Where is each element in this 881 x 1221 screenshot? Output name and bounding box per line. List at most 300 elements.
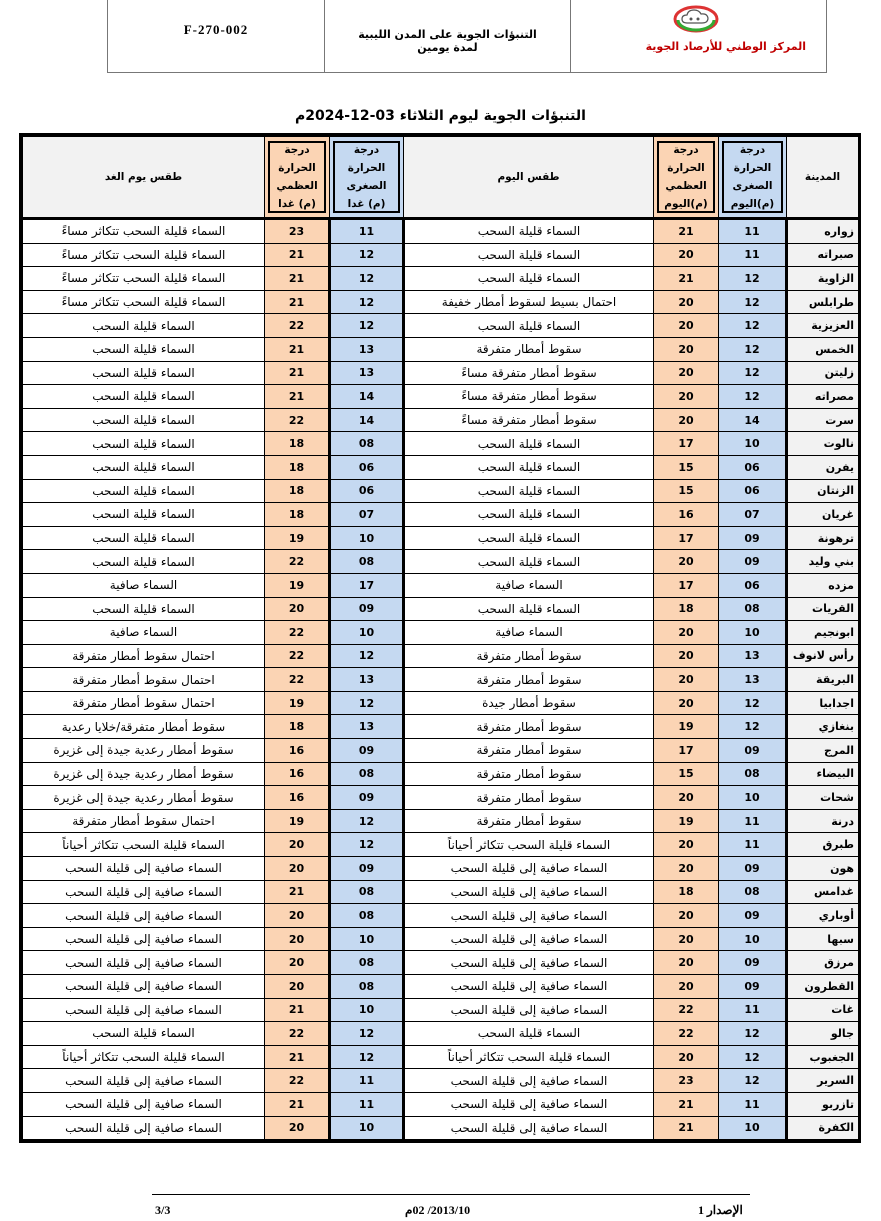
cell-weather-today: السماء صافية إلى قليلة السحب — [404, 857, 654, 881]
cell-max-today: 20 — [654, 644, 719, 668]
header-min-tomorrow: درجة الحرارة الصغرى (م) غدا — [330, 137, 404, 219]
cell-min-today: 11 — [719, 1092, 787, 1116]
cell-max-tomorrow: 21 — [265, 880, 330, 904]
cell-city: شحات — [787, 786, 859, 810]
cell-min-today: 14 — [719, 408, 787, 432]
cell-weather-tomorrow: السماء قليلة السحب — [23, 408, 265, 432]
cell-weather-tomorrow: السماء صافية إلى قليلة السحب — [23, 998, 265, 1022]
cell-max-today: 20 — [654, 385, 719, 409]
document-title-line1: التنبؤات الجوية على المدن الليبية — [358, 28, 537, 41]
cell-max-today: 20 — [654, 337, 719, 361]
header-weather-today: طقس اليوم — [404, 137, 654, 219]
cell-city: طرابلس — [787, 290, 859, 314]
cell-max-today: 18 — [654, 597, 719, 621]
cell-max-tomorrow: 20 — [265, 975, 330, 999]
table-row — [23, 550, 859, 574]
table-row — [23, 904, 859, 928]
cell-weather-tomorrow: السماء قليلة السحب تتكاثر أحياناً — [23, 1045, 265, 1069]
cell-max-today: 19 — [654, 809, 719, 833]
cell-city: مرزق — [787, 951, 859, 975]
cell-min-today: 12 — [719, 1022, 787, 1046]
cell-city: طبرق — [787, 833, 859, 857]
cell-min-today: 11 — [719, 243, 787, 267]
cell-min-today: 08 — [719, 762, 787, 786]
cell-min-tomorrow: 14 — [330, 408, 404, 432]
cell-weather-tomorrow: احتمال سقوط أمطار متفرقة — [23, 644, 265, 668]
cell-weather-tomorrow: السماء صافية إلى قليلة السحب — [23, 904, 265, 928]
forecast-table — [19, 133, 861, 1143]
table-row — [23, 975, 859, 999]
cell-max-tomorrow: 23 — [265, 219, 330, 244]
organization-block — [570, 0, 826, 72]
cell-weather-today: السماء قليلة السحب — [404, 432, 654, 456]
cell-weather-today: سقوط أمطار متفرقة — [404, 644, 654, 668]
cell-weather-tomorrow: السماء صافية إلى قليلة السحب — [23, 927, 265, 951]
cell-max-today: 16 — [654, 503, 719, 527]
table-row — [23, 361, 859, 385]
cell-max-today: 20 — [654, 833, 719, 857]
cell-max-today: 15 — [654, 762, 719, 786]
cell-min-tomorrow: 12 — [330, 290, 404, 314]
cell-weather-today: السماء قليلة السحب — [404, 503, 654, 527]
cell-city: غدامس — [787, 880, 859, 904]
cell-weather-tomorrow: السماء قليلة السحب تتكاثر مساءً — [23, 267, 265, 291]
cell-city: زليتن — [787, 361, 859, 385]
cell-min-today: 12 — [719, 691, 787, 715]
table-row — [23, 1116, 859, 1140]
cell-min-tomorrow: 10 — [330, 1116, 404, 1140]
table-row — [23, 290, 859, 314]
cell-city: سبها — [787, 927, 859, 951]
table-row — [23, 621, 859, 645]
cell-weather-tomorrow: السماء قليلة السحب — [23, 550, 265, 574]
cell-weather-tomorrow: السماء صافية إلى قليلة السحب — [23, 857, 265, 881]
cell-city: الزنتان — [787, 479, 859, 503]
cell-weather-tomorrow: السماء صافية إلى قليلة السحب — [23, 1092, 265, 1116]
cell-min-tomorrow: 07 — [330, 503, 404, 527]
cell-max-today: 20 — [654, 408, 719, 432]
table-row — [23, 408, 859, 432]
cell-city: صبراته — [787, 243, 859, 267]
cell-weather-today: سقوط أمطار متفرقة — [404, 809, 654, 833]
cell-max-tomorrow: 18 — [265, 455, 330, 479]
cell-max-today: 20 — [654, 857, 719, 881]
table-row — [23, 1092, 859, 1116]
cell-max-tomorrow: 16 — [265, 786, 330, 810]
cell-min-today: 06 — [719, 573, 787, 597]
cell-city: سرت — [787, 408, 859, 432]
table-row — [23, 762, 859, 786]
cell-max-tomorrow: 19 — [265, 809, 330, 833]
cell-min-tomorrow: 17 — [330, 573, 404, 597]
header-city: المدينة — [787, 137, 859, 219]
table-row — [23, 243, 859, 267]
cell-max-tomorrow: 22 — [265, 314, 330, 338]
cell-weather-tomorrow: السماء قليلة السحب — [23, 526, 265, 550]
cell-weather-today: سقوط أمطار متفرقة مساءً — [404, 361, 654, 385]
table-row — [23, 857, 859, 881]
cell-min-today: 10 — [719, 432, 787, 456]
cell-city: غريان — [787, 503, 859, 527]
cell-min-tomorrow: 11 — [330, 1069, 404, 1093]
cell-min-today: 11 — [719, 219, 787, 244]
cell-min-tomorrow: 12 — [330, 691, 404, 715]
cell-weather-today: السماء صافية إلى قليلة السحب — [404, 927, 654, 951]
cell-city: البيضاء — [787, 762, 859, 786]
cell-city: بني وليد — [787, 550, 859, 574]
cell-min-today: 12 — [719, 267, 787, 291]
cell-max-tomorrow: 21 — [265, 267, 330, 291]
cell-max-tomorrow: 18 — [265, 715, 330, 739]
cell-weather-tomorrow: السماء قليلة السحب تتكاثر أحياناً — [23, 833, 265, 857]
cell-max-tomorrow: 21 — [265, 1092, 330, 1116]
cell-min-tomorrow: 06 — [330, 455, 404, 479]
cell-city: اجدابيا — [787, 691, 859, 715]
table-row — [23, 479, 859, 503]
cell-max-today: 15 — [654, 479, 719, 503]
cell-max-today: 21 — [654, 1092, 719, 1116]
cell-min-tomorrow: 12 — [330, 809, 404, 833]
cell-min-tomorrow: 08 — [330, 951, 404, 975]
cell-max-today: 20 — [654, 927, 719, 951]
cell-max-tomorrow: 20 — [265, 927, 330, 951]
cell-weather-tomorrow: السماء صافية إلى قليلة السحب — [23, 880, 265, 904]
cell-weather-tomorrow: سقوط أمطار متفرقة/خلايا رعدية — [23, 715, 265, 739]
cell-city: غات — [787, 998, 859, 1022]
cell-weather-tomorrow: السماء صافية إلى قليلة السحب — [23, 975, 265, 999]
cell-city: مصراته — [787, 385, 859, 409]
cell-weather-today: سقوط أمطار متفرقة — [404, 337, 654, 361]
cell-max-tomorrow: 22 — [265, 1069, 330, 1093]
cell-max-today: 23 — [654, 1069, 719, 1093]
cell-city: نالوت — [787, 432, 859, 456]
cell-max-today: 18 — [654, 880, 719, 904]
cell-city: تازربو — [787, 1092, 859, 1116]
cell-min-today: 09 — [719, 975, 787, 999]
cell-weather-tomorrow: السماء قليلة السحب تتكاثر مساءً — [23, 219, 265, 244]
cell-max-today: 20 — [654, 621, 719, 645]
cell-min-tomorrow: 13 — [330, 337, 404, 361]
table-row — [23, 691, 859, 715]
cell-min-tomorrow: 08 — [330, 550, 404, 574]
cell-max-tomorrow: 22 — [265, 550, 330, 574]
table-row — [23, 385, 859, 409]
cell-min-today: 09 — [719, 904, 787, 928]
table-row — [23, 809, 859, 833]
cell-min-today: 12 — [719, 715, 787, 739]
cell-city: الجغبوب — [787, 1045, 859, 1069]
cell-max-today: 20 — [654, 290, 719, 314]
cell-max-today: 20 — [654, 1045, 719, 1069]
cell-max-tomorrow: 20 — [265, 597, 330, 621]
cell-max-tomorrow: 16 — [265, 739, 330, 763]
cell-min-today: 11 — [719, 809, 787, 833]
cell-min-tomorrow: 11 — [330, 219, 404, 244]
cell-max-tomorrow: 21 — [265, 243, 330, 267]
cell-max-today: 17 — [654, 526, 719, 550]
cell-max-today: 20 — [654, 975, 719, 999]
table-row — [23, 998, 859, 1022]
table-row — [23, 880, 859, 904]
cell-weather-tomorrow: السماء قليلة السحب — [23, 479, 265, 503]
cell-max-tomorrow: 22 — [265, 668, 330, 692]
table-row — [23, 739, 859, 763]
cell-max-tomorrow: 22 — [265, 644, 330, 668]
cell-min-today: 08 — [719, 880, 787, 904]
cell-weather-today: السماء قليلة السحب تتكاثر أحياناً — [404, 833, 654, 857]
table-row — [23, 597, 859, 621]
cell-min-today: 12 — [719, 290, 787, 314]
cell-weather-today: سقوط أمطار متفرقة — [404, 739, 654, 763]
cell-max-tomorrow: 21 — [265, 361, 330, 385]
cell-weather-today: السماء صافية إلى قليلة السحب — [404, 904, 654, 928]
cell-weather-today: السماء قليلة السحب — [404, 243, 654, 267]
document-code: F-270-002 — [183, 22, 249, 37]
table-row — [23, 1069, 859, 1093]
cell-city: أوباري — [787, 904, 859, 928]
cell-max-tomorrow: 19 — [265, 691, 330, 715]
cell-max-tomorrow: 20 — [265, 951, 330, 975]
cell-max-today: 22 — [654, 998, 719, 1022]
cell-min-today: 12 — [719, 314, 787, 338]
cell-min-tomorrow: 13 — [330, 668, 404, 692]
cell-weather-today: سقوط أمطار متفرقة مساءً — [404, 385, 654, 409]
edition-label: الإصدار 1 — [698, 1203, 743, 1217]
cell-min-today: 12 — [719, 1045, 787, 1069]
cell-weather-tomorrow: السماء قليلة السحب — [23, 314, 265, 338]
document-title-line2: لمدة يومين — [417, 41, 478, 54]
table-row — [23, 1022, 859, 1046]
cell-weather-today: السماء قليلة السحب — [404, 267, 654, 291]
table-row — [23, 927, 859, 951]
cell-weather-tomorrow: احتمال سقوط أمطار متفرقة — [23, 668, 265, 692]
cell-max-today: 17 — [654, 432, 719, 456]
cell-min-tomorrow: 12 — [330, 243, 404, 267]
table-row — [23, 337, 859, 361]
cell-min-tomorrow: 13 — [330, 361, 404, 385]
cell-city: الخمس — [787, 337, 859, 361]
table-header-row — [23, 137, 859, 219]
cell-weather-today: السماء صافية إلى قليلة السحب — [404, 975, 654, 999]
cell-min-today: 08 — [719, 597, 787, 621]
cell-weather-tomorrow: السماء قليلة السحب — [23, 455, 265, 479]
cell-city: السرير — [787, 1069, 859, 1093]
cell-city: العزيزية — [787, 314, 859, 338]
cell-min-tomorrow: 08 — [330, 880, 404, 904]
cell-min-today: 13 — [719, 644, 787, 668]
cell-min-tomorrow: 12 — [330, 644, 404, 668]
table-row — [23, 455, 859, 479]
cell-city: يفرن — [787, 455, 859, 479]
cell-max-today: 20 — [654, 691, 719, 715]
cell-min-today: 12 — [719, 385, 787, 409]
table-row — [23, 432, 859, 456]
cell-min-tomorrow: 09 — [330, 857, 404, 881]
cell-weather-today: السماء قليلة السحب — [404, 455, 654, 479]
cell-max-tomorrow: 21 — [265, 998, 330, 1022]
header-max-tomorrow: درجة الحرارة العظمي (م) غدا — [265, 137, 330, 219]
organization-name: المركز الوطني للأرصاد الجوية — [645, 40, 806, 53]
cell-city: البريقة — [787, 668, 859, 692]
cell-min-tomorrow: 08 — [330, 975, 404, 999]
cell-max-today: 20 — [654, 668, 719, 692]
cell-weather-today: السماء قليلة السحب — [404, 219, 654, 244]
cell-min-tomorrow: 12 — [330, 1022, 404, 1046]
table-row — [23, 644, 859, 668]
cell-max-tomorrow: 22 — [265, 1022, 330, 1046]
cell-city: جالو — [787, 1022, 859, 1046]
cell-weather-tomorrow: احتمال سقوط أمطار متفرقة — [23, 691, 265, 715]
cell-min-tomorrow: 09 — [330, 786, 404, 810]
cell-weather-tomorrow: السماء قليلة السحب تتكاثر مساءً — [23, 243, 265, 267]
cell-weather-tomorrow: السماء صافية إلى قليلة السحب — [23, 1069, 265, 1093]
cell-max-tomorrow: 22 — [265, 408, 330, 432]
cell-min-today: 10 — [719, 786, 787, 810]
cell-weather-today: سقوط أمطار متفرقة — [404, 668, 654, 692]
cell-weather-today: السماء قليلة السحب — [404, 550, 654, 574]
table-row — [23, 668, 859, 692]
cell-weather-tomorrow: السماء قليلة السحب — [23, 1022, 265, 1046]
cell-weather-tomorrow: السماء قليلة السحب — [23, 432, 265, 456]
cell-weather-today: السماء قليلة السحب — [404, 526, 654, 550]
page-title: التنبؤات الجوية ليوم الثلاثاء 03-12-2024م — [295, 108, 586, 124]
table-row — [23, 1045, 859, 1069]
issue-date: 2013/10/ 02م — [405, 1203, 471, 1217]
cell-weather-today: السماء صافية إلى قليلة السحب — [404, 1092, 654, 1116]
cell-weather-today: سقوط أمطار متفرقة — [404, 786, 654, 810]
cell-weather-today: السماء صافية — [404, 621, 654, 645]
cell-weather-tomorrow: السماء قليلة السحب — [23, 503, 265, 527]
cell-min-today: 07 — [719, 503, 787, 527]
cell-max-today: 20 — [654, 951, 719, 975]
cell-max-today: 21 — [654, 1116, 719, 1140]
cell-max-tomorrow: 20 — [265, 904, 330, 928]
cell-min-tomorrow: 08 — [330, 904, 404, 928]
cell-min-tomorrow: 10 — [330, 526, 404, 550]
table-row — [23, 503, 859, 527]
cell-city: ترهونة — [787, 526, 859, 550]
cell-city: القريات — [787, 597, 859, 621]
document-title — [324, 0, 570, 72]
cell-weather-today: السماء قليلة السحب — [404, 597, 654, 621]
cell-weather-today: السماء صافية إلى قليلة السحب — [404, 1116, 654, 1140]
cell-city: القطرون — [787, 975, 859, 999]
cell-weather-tomorrow: السماء قليلة السحب — [23, 337, 265, 361]
cell-max-today: 15 — [654, 455, 719, 479]
cell-weather-today: سقوط أمطار متفرقة — [404, 762, 654, 786]
cell-max-today: 20 — [654, 904, 719, 928]
cell-weather-today: السماء قليلة السحب — [404, 1022, 654, 1046]
cell-max-tomorrow: 20 — [265, 857, 330, 881]
cell-city: المرج — [787, 739, 859, 763]
cell-max-tomorrow: 20 — [265, 833, 330, 857]
cell-city: درنة — [787, 809, 859, 833]
cell-min-today: 09 — [719, 526, 787, 550]
cell-city: الزاوية — [787, 267, 859, 291]
cell-min-tomorrow: 08 — [330, 762, 404, 786]
cell-weather-tomorrow: السماء قليلة السحب — [23, 361, 265, 385]
page-number: 3/3 — [155, 1203, 171, 1217]
table-row — [23, 573, 859, 597]
cell-max-today: 17 — [654, 573, 719, 597]
cell-city: رأس لانوف — [787, 644, 859, 668]
cell-max-today: 20 — [654, 243, 719, 267]
cell-min-today: 09 — [719, 550, 787, 574]
cell-weather-tomorrow: احتمال سقوط أمطار متفرقة — [23, 809, 265, 833]
cell-weather-tomorrow: السماء صافية — [23, 573, 265, 597]
cell-min-today: 11 — [719, 998, 787, 1022]
cell-weather-today: سقوط أمطار متفرقة مساءً — [404, 408, 654, 432]
cell-min-today: 09 — [719, 739, 787, 763]
cell-min-tomorrow: 08 — [330, 432, 404, 456]
cell-max-today: 21 — [654, 219, 719, 244]
cell-min-tomorrow: 12 — [330, 1045, 404, 1069]
cell-min-today: 11 — [719, 833, 787, 857]
cell-max-tomorrow: 22 — [265, 621, 330, 645]
cell-max-today: 20 — [654, 314, 719, 338]
cell-max-tomorrow: 16 — [265, 762, 330, 786]
cell-min-today: 12 — [719, 337, 787, 361]
cell-min-tomorrow: 10 — [330, 621, 404, 645]
table-row — [23, 786, 859, 810]
cell-city: مزده — [787, 573, 859, 597]
cell-weather-today: السماء صافية إلى قليلة السحب — [404, 998, 654, 1022]
cell-min-tomorrow: 12 — [330, 314, 404, 338]
cell-max-today: 17 — [654, 739, 719, 763]
cell-max-tomorrow: 21 — [265, 385, 330, 409]
cell-min-today: 09 — [719, 857, 787, 881]
cell-city: الكفرة — [787, 1116, 859, 1140]
cell-max-today: 20 — [654, 550, 719, 574]
cell-min-tomorrow: 13 — [330, 715, 404, 739]
cell-min-today: 12 — [719, 361, 787, 385]
cell-min-tomorrow: 09 — [330, 739, 404, 763]
cell-max-tomorrow: 20 — [265, 1116, 330, 1140]
table-row — [23, 526, 859, 550]
cell-city: زواره — [787, 219, 859, 244]
cell-weather-tomorrow: سقوط أمطار رعدية جيدة إلى غزيرة — [23, 762, 265, 786]
cell-weather-today: السماء صافية إلى قليلة السحب — [404, 880, 654, 904]
cell-weather-tomorrow: السماء قليلة السحب — [23, 597, 265, 621]
cell-max-tomorrow: 19 — [265, 526, 330, 550]
cell-min-today: 12 — [719, 1069, 787, 1093]
cell-min-today: 09 — [719, 951, 787, 975]
cell-city: ابونجيم — [787, 621, 859, 645]
cell-weather-today: احتمال بسيط لسقوط أمطار خفيفة — [404, 290, 654, 314]
table-row — [23, 219, 859, 244]
cell-weather-tomorrow: السماء صافية — [23, 621, 265, 645]
cell-max-tomorrow: 21 — [265, 337, 330, 361]
cell-weather-tomorrow: السماء قليلة السحب تتكاثر مساءً — [23, 290, 265, 314]
cell-min-tomorrow: 14 — [330, 385, 404, 409]
header-min-today: درجة الحرارة الصغرى (م)اليوم — [719, 137, 787, 219]
cell-min-tomorrow: 12 — [330, 833, 404, 857]
cell-weather-tomorrow: السماء صافية إلى قليلة السحب — [23, 951, 265, 975]
cell-min-today: 10 — [719, 621, 787, 645]
cell-min-today: 13 — [719, 668, 787, 692]
cell-max-tomorrow: 21 — [265, 1045, 330, 1069]
cell-weather-tomorrow: سقوط أمطار رعدية جيدة إلى غزيرة — [23, 786, 265, 810]
cell-weather-today: السماء صافية إلى قليلة السحب — [404, 1069, 654, 1093]
cell-weather-today: السماء قليلة السحب — [404, 479, 654, 503]
header-weather-tomorrow: طقس يوم الغد — [23, 137, 265, 219]
table-row — [23, 314, 859, 338]
cell-max-tomorrow: 21 — [265, 290, 330, 314]
table-row — [23, 715, 859, 739]
cell-max-today: 22 — [654, 1022, 719, 1046]
cell-min-tomorrow: 10 — [330, 927, 404, 951]
cell-min-today: 10 — [719, 1116, 787, 1140]
